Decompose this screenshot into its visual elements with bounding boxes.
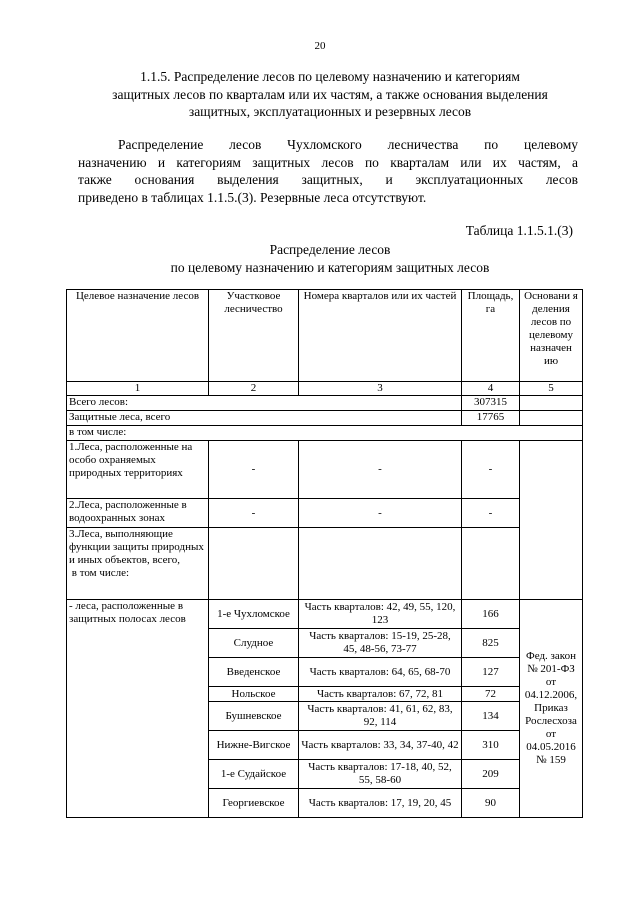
column-number: 5 (520, 382, 583, 396)
dash-cell: - (209, 441, 299, 499)
area-cell: 209 (462, 760, 520, 789)
area-cell: 825 (462, 629, 520, 658)
intro-paragraph (78, 136, 578, 206)
empty-cell (520, 396, 583, 411)
table-label: Таблица 1.1.5.1.(3) (465, 223, 573, 238)
table-row (67, 600, 583, 629)
total-area: 307315 (462, 396, 520, 411)
quarters-cell: Часть кварталов: 33, 34, 37-40, 42 (299, 731, 462, 760)
section-title-line: 1.1.5. Распределение лесов по целевому назначению и категориям (140, 69, 520, 84)
district-cell: Георгиевское (209, 789, 299, 818)
column-number: 2 (209, 382, 299, 396)
category3-text: 3.Леса, выполняющие функции защиты природных и иных объектов, всего, (69, 528, 204, 566)
quarters-cell: Часть кварталов: 42, 49, 55, 120, 123 (299, 600, 462, 629)
protective-area: 17765 (462, 411, 520, 426)
table-title (60, 241, 600, 276)
dash-cell: - (299, 499, 462, 528)
category1-row (67, 441, 583, 499)
district-cell: Нижне-Вигское (209, 731, 299, 760)
section-title (80, 68, 580, 121)
paragraph-line: также основания выделения защитных, и эксплуатационных лесов (78, 172, 578, 187)
column-number: 4 (462, 382, 520, 396)
empty-cell (520, 411, 583, 426)
category3-row (67, 528, 583, 600)
header-area: Площадь, га (462, 290, 520, 382)
dash-cell: - (462, 499, 520, 528)
header-district: Участковое лесничество (209, 290, 299, 382)
quarters-cell: Часть кварталов: 17, 19, 20, 45 (299, 789, 462, 818)
subcategory-label: - леса, расположенные в защитных полосах лесов (67, 600, 209, 818)
protective-row (67, 411, 583, 426)
table-title-line: Распределение лесов (269, 242, 391, 257)
table-header-row (67, 290, 583, 382)
legal-basis: Фед. закон № 201-ФЗ от 04.12.2006, Приказ Рослесхоза от 04.05.2016 № 159 (520, 600, 583, 818)
quarters-cell: Часть кварталов: 17-18, 40, 52, 55, 58-60 (299, 760, 462, 789)
section-title-line: защитных лесов по кварталам или их частям, а также основания выделения (112, 86, 548, 102)
quarters-cell: Часть кварталов: 41, 61, 62, 83, 92, 114 (299, 702, 462, 731)
category2-label: 2.Леса, расположенные в водоохранных зонах (67, 499, 209, 528)
district-cell: 1-е Судайское (209, 760, 299, 789)
district-cell: Нольское (209, 687, 299, 702)
header-purpose: Целевое назначение лесов (67, 290, 209, 382)
header-quarters: Номера кварталов или их частей (299, 290, 462, 382)
table-title-line: по целевому назначению и категориям защитных лесов (170, 259, 490, 275)
empty-cell (520, 441, 583, 600)
total-label: Всего лесов: (67, 396, 462, 411)
forest-distribution-table (66, 289, 583, 818)
category2-row (67, 499, 583, 528)
quarters-cell: Часть кварталов: 64, 65, 68-70 (299, 658, 462, 687)
district-cell: Бушневское (209, 702, 299, 731)
paragraph-line: Распределение лесов Чухломского лесничества по целевому (118, 137, 578, 152)
area-cell: 134 (462, 702, 520, 731)
district-cell: Введенское (209, 658, 299, 687)
page-number: 20 (314, 40, 326, 52)
district-cell: 1-е Чухломское (209, 600, 299, 629)
category3-label (67, 528, 209, 600)
total-row (67, 396, 583, 411)
quarters-cell: Часть кварталов: 67, 72, 81 (299, 687, 462, 702)
header-basis: Основани я деления лесов по целевому назначен ию (520, 290, 583, 382)
empty-cell (462, 528, 520, 600)
dash-cell: - (462, 441, 520, 499)
area-cell: 310 (462, 731, 520, 760)
area-cell: 90 (462, 789, 520, 818)
column-number: 1 (67, 382, 209, 396)
area-cell: 72 (462, 687, 520, 702)
category1-label: 1.Леса, расположенные на особо охраняемых природных территориях (67, 441, 209, 499)
empty-cell (209, 528, 299, 600)
area-cell: 127 (462, 658, 520, 687)
paragraph-line: назначению и категориям защитных лесов по кварталам или их частям, а (78, 154, 578, 170)
dash-cell: - (299, 441, 462, 499)
category3-subtext: в том числе: (69, 567, 130, 579)
column-number: 3 (299, 382, 462, 396)
empty-cell (299, 528, 462, 600)
section-title-line: защитных, эксплуатационных и резервных лесов (188, 104, 472, 119)
district-cell: Слудное (209, 629, 299, 658)
column-number-row (67, 382, 583, 396)
dash-cell: - (209, 499, 299, 528)
protective-label: Защитные леса, всего (67, 411, 462, 426)
quarters-cell: Часть кварталов: 15-19, 25-28, 45, 48-56, 73-77 (299, 629, 462, 658)
area-cell: 166 (462, 600, 520, 629)
paragraph-line: приведено в таблицах 1.1.5.(3). Резервные леса отсутствуют. (78, 189, 427, 205)
including-label: в том числе: (67, 426, 583, 441)
including-row (67, 426, 583, 441)
